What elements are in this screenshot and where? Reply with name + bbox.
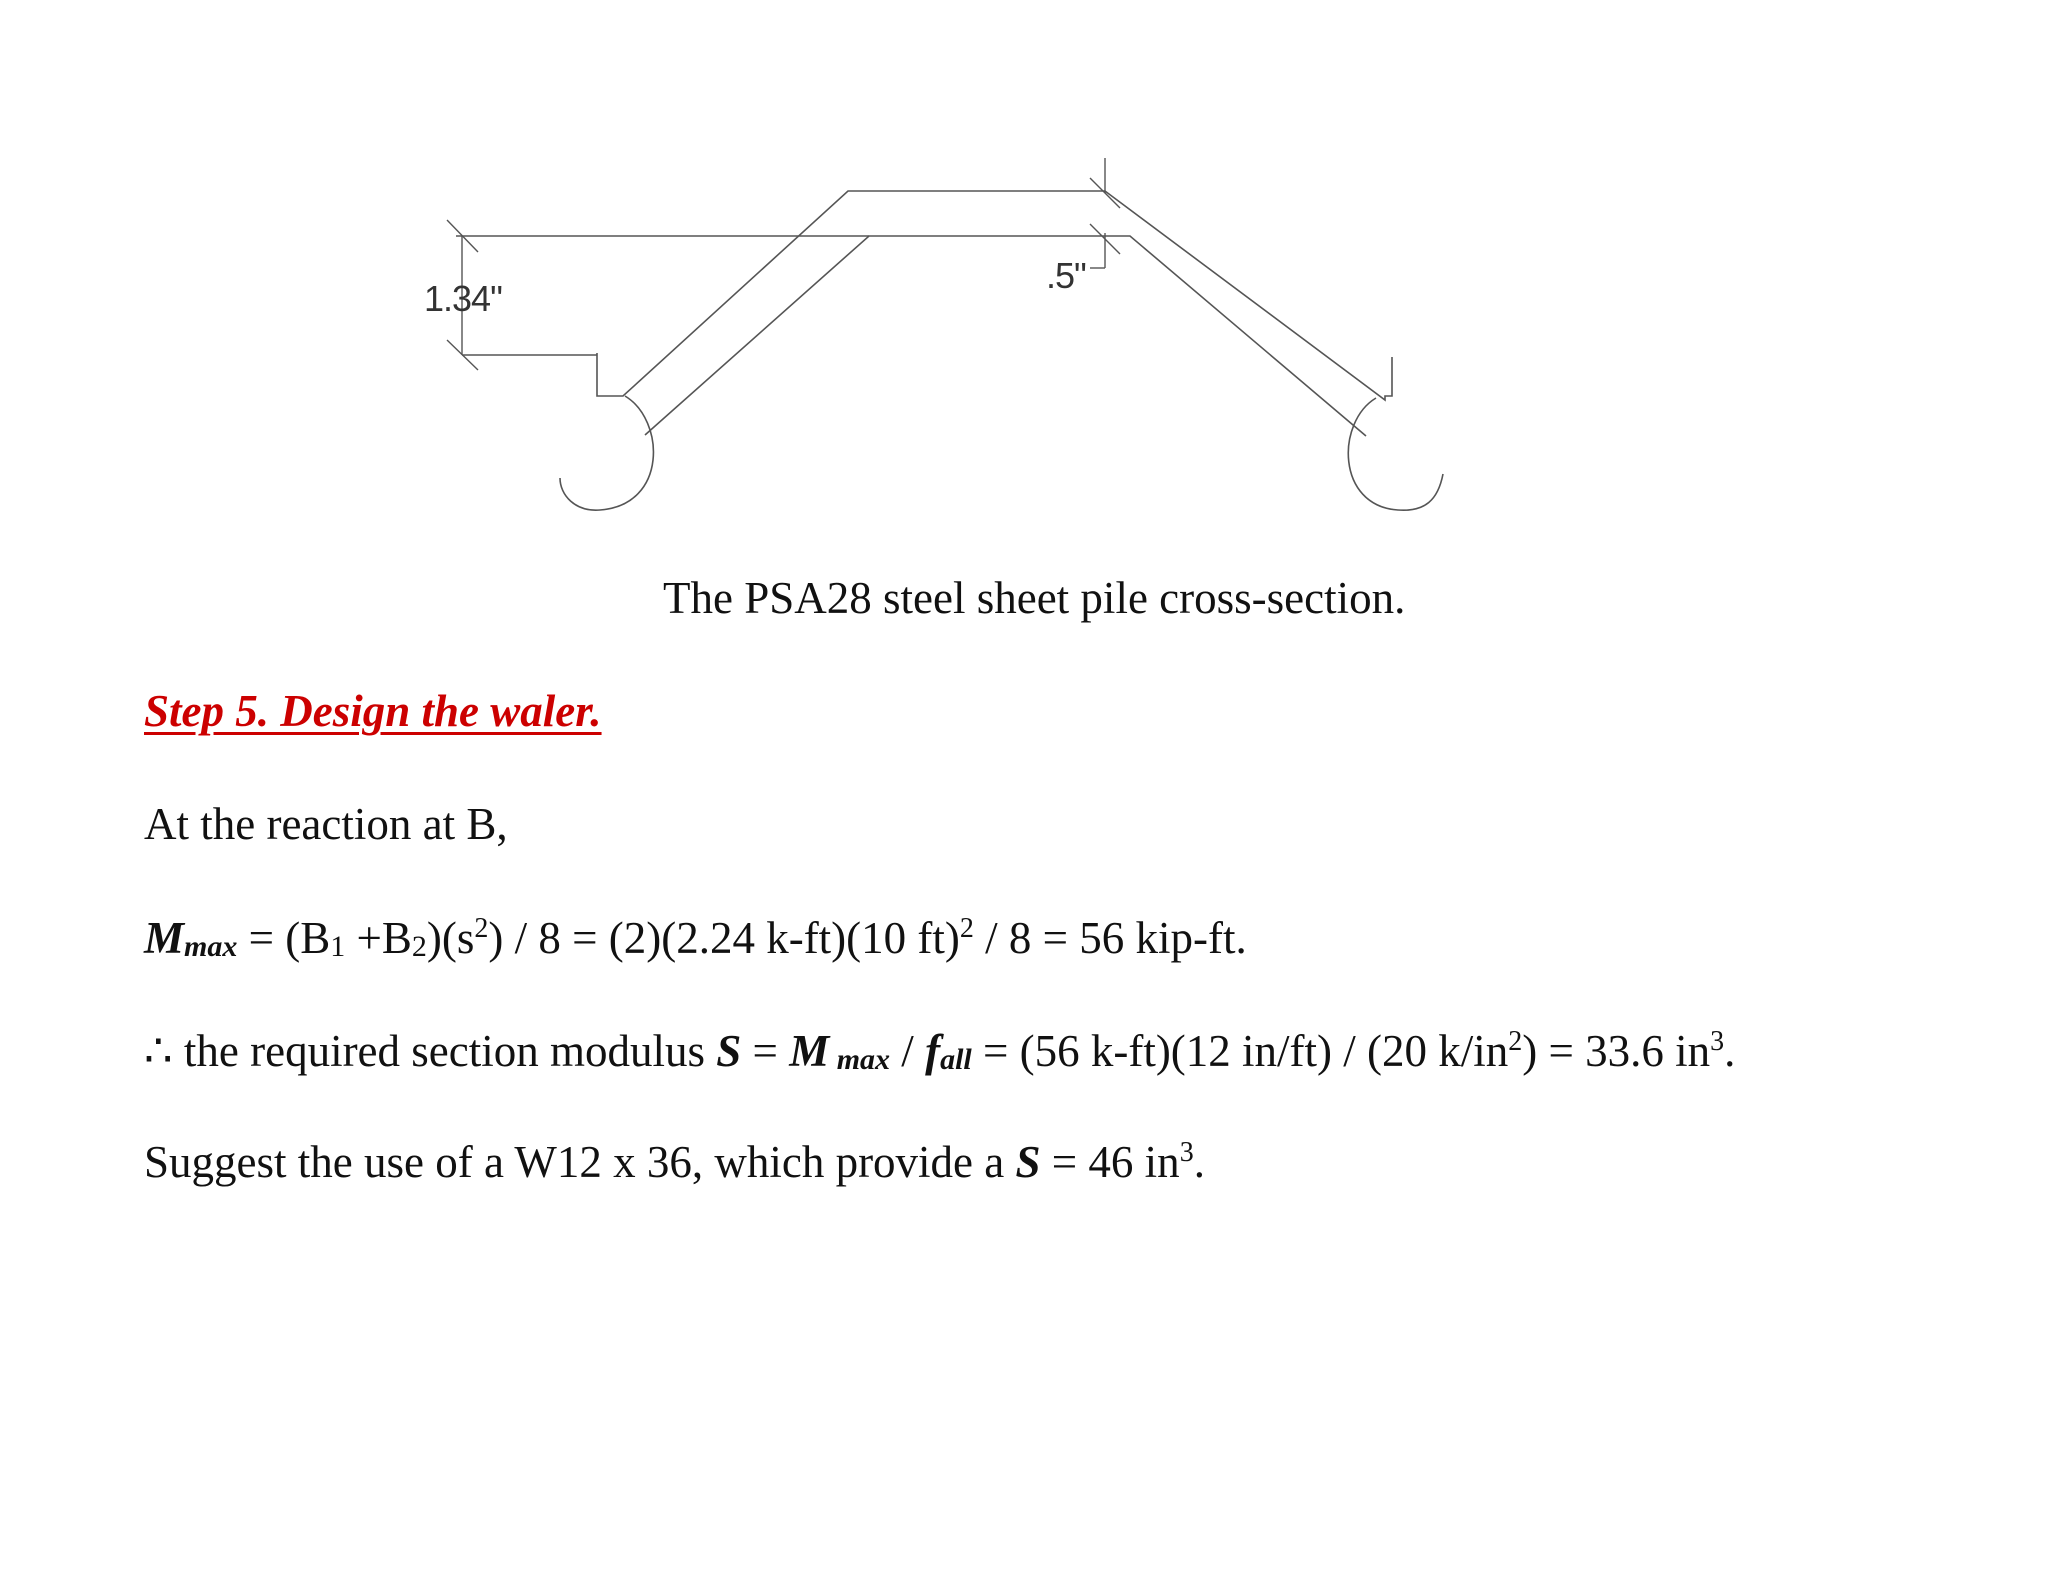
in-cubed: 3 bbox=[1710, 1026, 1725, 1057]
sheet-pile-cross-section-diagram bbox=[0, 0, 2048, 560]
b2-subscript: 2 bbox=[411, 930, 427, 963]
modulus-expression: = (56 k-ft)(12 in/ft) / (20 k/in bbox=[971, 1026, 1509, 1076]
mmax-plus: +B bbox=[345, 913, 412, 963]
section-modulus-equation bbox=[144, 1024, 1735, 1077]
mmax-eq-part: = (B bbox=[237, 913, 331, 963]
f-symbol: f bbox=[925, 1026, 941, 1076]
suggest-in-cubed: 3 bbox=[1179, 1137, 1194, 1168]
m-max-subscript: max bbox=[829, 1043, 891, 1076]
mmax-mid: ) / 8 = (2)(2.24 k-ft)(10 ft) bbox=[488, 913, 960, 963]
suggest-result: = 46 in bbox=[1040, 1137, 1180, 1187]
modulus-eq: = bbox=[741, 1026, 790, 1076]
modulus-prefix: ∴ the required section modulus bbox=[144, 1026, 717, 1076]
suggestion-statement bbox=[144, 1136, 1205, 1188]
sheet-pile-outline bbox=[560, 191, 1443, 510]
modulus-slash: / bbox=[890, 1026, 926, 1076]
mmax-equation bbox=[144, 912, 1247, 964]
f-all-subscript: all bbox=[940, 1043, 972, 1076]
figure-caption: The PSA28 steel sheet pile cross-section. bbox=[663, 573, 1406, 623]
thickness-dimension-label: .5" bbox=[1046, 255, 1086, 296]
s-symbol: S bbox=[716, 1026, 742, 1076]
modulus-result: ) = 33.6 in bbox=[1522, 1026, 1711, 1076]
step-heading: Step 5. Design the waler. bbox=[144, 686, 602, 736]
depth-dimension-label: 1.34" bbox=[424, 278, 502, 319]
m-symbol: M bbox=[789, 1026, 830, 1076]
suggest-end: . bbox=[1193, 1137, 1205, 1187]
mmax-symbol: M bbox=[144, 913, 185, 963]
dimension-lines bbox=[447, 158, 1120, 370]
suggest-s-symbol: S bbox=[1015, 1137, 1041, 1187]
suggest-prefix: Suggest the use of a W12 x 36, which provide a bbox=[144, 1137, 1016, 1187]
in-squared: 2 bbox=[1508, 1026, 1523, 1057]
ft-squared: 2 bbox=[959, 913, 974, 944]
mmax-result: / 8 = 56 kip-ft. bbox=[973, 913, 1247, 963]
mmax-subscript: max bbox=[184, 930, 238, 963]
s-squared: 2 bbox=[474, 913, 489, 944]
b1-subscript: 1 bbox=[330, 930, 346, 963]
modulus-end: . bbox=[1724, 1026, 1736, 1076]
mmax-s-open: )(s bbox=[426, 913, 475, 963]
reaction-statement: At the reaction at B, bbox=[144, 799, 508, 849]
